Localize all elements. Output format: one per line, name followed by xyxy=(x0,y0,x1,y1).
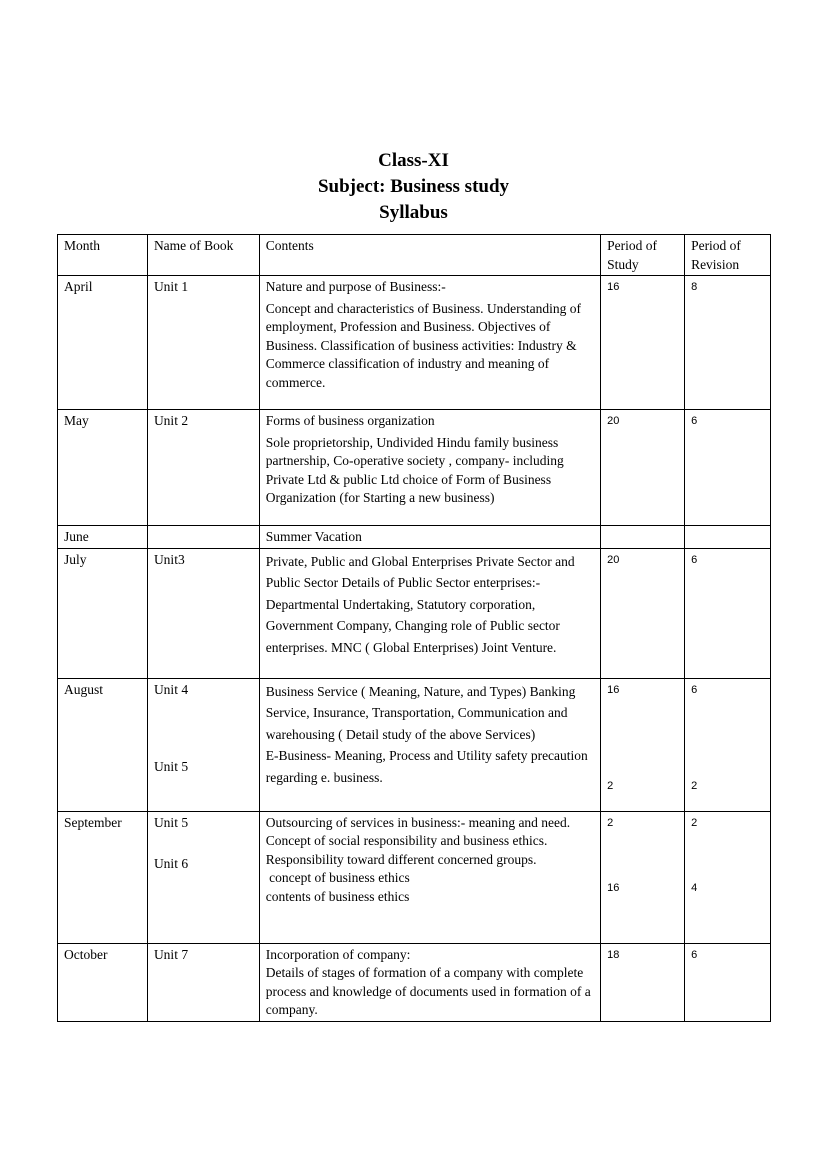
row-may xyxy=(58,410,771,526)
contents-body: Details of stages of formation of a company with complete process and knowledge of documents used in formation of a company. xyxy=(265,965,591,1017)
revision-cell: 8 xyxy=(685,276,771,410)
book-cell xyxy=(147,811,259,943)
contents-cell xyxy=(259,811,600,943)
book-unit-4: Unit 4 xyxy=(153,681,189,697)
book-cell: Unit 2 xyxy=(147,410,259,526)
contents-cell: Private, Public and Global Enterprises Private Sector and Public Sector Details of Public Sector enterprises:- Departmental Undertaking, Statutory corporation, Government Company, Changing role of Public sector enterprises. MNC ( Global Enterprises) Joint Venture. xyxy=(259,548,600,678)
study-cell: 18 xyxy=(601,943,685,1021)
study-value-2: 16 xyxy=(607,882,620,894)
revision-cell xyxy=(685,678,771,811)
revision-cell: 6 xyxy=(685,548,771,678)
month-cell: September xyxy=(58,811,148,943)
header-period-revision xyxy=(685,235,771,276)
month-cell: May xyxy=(58,410,148,526)
contents-cell xyxy=(259,276,600,410)
revision-value-1: 6 xyxy=(691,683,698,696)
book-cell: Unit 1 xyxy=(147,276,259,410)
revision-cell: 6 xyxy=(685,410,771,526)
header-period-study xyxy=(601,235,685,276)
contents-heading: Incorporation of company: xyxy=(265,946,411,962)
contents-body-1: Business Service ( Meaning, Nature, and Types) Banking Service, Insurance, Transportation, Communication and warehousing ( Detail study of the above Services) xyxy=(265,683,576,742)
contents-body: Sole proprietorship, Undivided Hindu family business partnership, Co-operative society , company- including Private Ltd & public Ltd choice of Form of Business Organization (for Starting a new business) xyxy=(265,434,564,505)
class-title: Class-XI xyxy=(378,150,449,171)
contents-heading: Nature and purpose of Business:- xyxy=(265,279,446,294)
contents-cell xyxy=(259,410,600,526)
contents-body-2: Concept of social responsibility and business ethics. Responsibility toward different concerned groups. xyxy=(265,833,548,867)
book-cell xyxy=(147,678,259,811)
contents-body-1: Outsourcing of services in business:- meaning and need. xyxy=(265,814,571,830)
contents-cell: Summer Vacation xyxy=(259,526,600,549)
book-unit-5: Unit 5 xyxy=(153,759,189,774)
row-august xyxy=(58,678,771,811)
book-unit-6: Unit 6 xyxy=(153,856,189,871)
study-value-1: 2 xyxy=(607,816,614,829)
revision-cell xyxy=(685,526,771,549)
revision-value-2: 4 xyxy=(691,882,698,894)
month-cell: August xyxy=(58,678,148,811)
row-september xyxy=(58,811,771,943)
month-cell: April xyxy=(58,276,148,410)
contents-cell xyxy=(259,943,600,1021)
study-cell xyxy=(601,526,685,549)
header-row xyxy=(58,235,771,276)
contents-body-4: contents of business ethics xyxy=(265,888,410,904)
syllabus-title: Syllabus xyxy=(379,202,448,223)
book-cell: Unit 7 xyxy=(147,943,259,1021)
revision-cell xyxy=(685,811,771,943)
study-cell: 20 xyxy=(601,548,685,678)
month-cell: June xyxy=(58,526,148,549)
header-revision-line1: Period of xyxy=(691,238,741,253)
month-cell: October xyxy=(58,943,148,1021)
row-june xyxy=(58,526,771,549)
study-cell xyxy=(601,811,685,943)
revision-value-1: 2 xyxy=(691,816,698,829)
study-cell: 20 xyxy=(601,410,685,526)
study-value-1: 16 xyxy=(607,683,620,696)
book-unit-5: Unit 5 xyxy=(153,814,189,830)
header-study-line2: Study xyxy=(607,256,639,272)
contents-body-2: E-Business- Meaning, Process and Utility safety precaution regarding e. business. xyxy=(265,748,588,785)
book-cell: Unit3 xyxy=(147,548,259,678)
study-cell: 16 xyxy=(601,276,685,410)
row-july xyxy=(58,548,771,678)
contents-body-3: concept of business ethics xyxy=(265,870,410,885)
header-month: Month xyxy=(58,235,148,276)
book-cell xyxy=(147,526,259,549)
syllabus-table xyxy=(57,234,771,1022)
header-revision-line2: Revision xyxy=(691,256,740,272)
row-october xyxy=(58,943,771,1021)
contents-cell xyxy=(259,678,600,811)
contents-heading: Forms of business organization xyxy=(265,413,435,428)
header-book: Name of Book xyxy=(147,235,259,276)
document-title xyxy=(0,148,827,226)
row-april xyxy=(58,276,771,410)
revision-value-2: 2 xyxy=(691,780,698,792)
header-contents: Contents xyxy=(259,235,600,276)
revision-cell: 6 xyxy=(685,943,771,1021)
subject-title: Subject: Business study xyxy=(317,176,510,197)
contents-body: Concept and characteristics of Business. Understanding of employment, Profession and Business. Objectives of Business. Classification of business activities: Industry & Commerce classification of industry and meaning of commerce. xyxy=(265,300,582,390)
study-value-2: 2 xyxy=(607,780,614,792)
study-cell xyxy=(601,678,685,811)
month-cell: July xyxy=(58,548,148,678)
header-study-line1: Period of xyxy=(607,238,658,253)
